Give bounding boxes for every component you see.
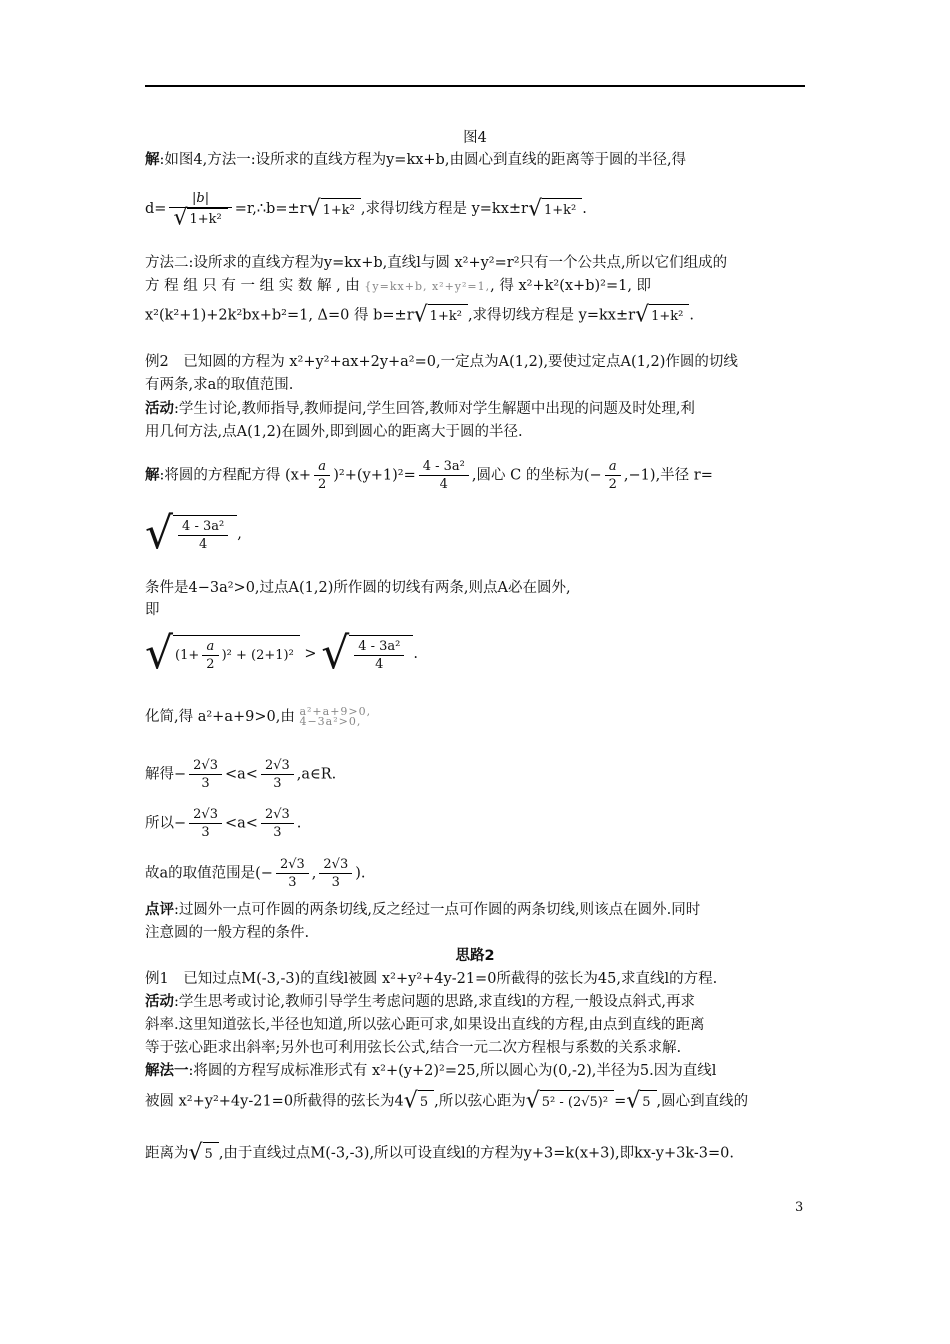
ji-line: 即 xyxy=(145,602,160,618)
solution-label: 解 xyxy=(145,152,160,168)
method2-line3: x²(k²+1)+2k²bx+b²=1, Δ=0 得 b=±r√ 1+k² ,求得切线方程是 y=kx±r√ 1+k² . xyxy=(145,302,694,328)
header-rule xyxy=(145,85,805,87)
page-number: 3 xyxy=(795,1200,804,1215)
method2-line2: 方 程 组 只 有 一 组 实 数 解 , 由 {y=kx+b, x²+y²=1,, 得 x²+k²(x+b)²=1, 即 xyxy=(145,278,652,294)
sqrt-a: √ 1+k² xyxy=(307,198,361,221)
method2-line1: 方法二:设所求的直线方程为y=kx+b,直线l与圆 x²+y²=r²只有一个公共点,所以它们组成的 xyxy=(145,255,728,271)
distance-fraction: $\frac{|b|}{\text{√ 1+k²}}$ xyxy=(169,190,231,228)
method1-line2: 被圆 x²+y²+4y-21=0所截得的弦长为4√ 5 ,所以弦心距为√ 5² - (2√5)² =√ 5 ,圆心到直线的 xyxy=(145,1088,749,1114)
simplify-line: 化简,得 a²+a+9>0,由 a²+a+9>0, 4−3a²>0, xyxy=(145,705,372,728)
solve-line: 解得− $\frac{2√3}{3}$ <a< $\frac{2√3}{3}$ ,a∈R. xyxy=(145,758,337,791)
example1-line: 例1 已知过点M(-3,-3)的直线l被圆 x²+y²+4y-21=0所截得的弦长为45,求直线l的方程. xyxy=(145,971,718,987)
inequality-line: √ (1+ $\frac{a}{2}$ )² + (2+1)² > √ $\frac{\text{4 - 3a²}}{4}$ . xyxy=(145,628,419,679)
figure-caption: 图4 xyxy=(463,130,487,146)
section-title: 思路2 xyxy=(455,948,495,964)
solution-line xyxy=(145,150,686,170)
abs-b: |b| xyxy=(169,190,231,208)
radius-line: √ $\frac{\text{4 - 3a²}}{4}$ , xyxy=(145,508,242,559)
faint-system: {y=kx+b, x²+y²=1, xyxy=(364,280,491,293)
d-eq: d= xyxy=(145,201,167,217)
sqrt-1k2: 1+k² xyxy=(187,208,227,228)
sqrt-b: √ 1+k² xyxy=(528,198,582,221)
activity2-line3: 等于弦心距求出斜率;另外也可利用弦长公式,结合一元二次方程根与系数的关系求解. xyxy=(145,1040,682,1056)
example2-line1: 例2 已知圆的方程为 x²+y²+ax+2y+a²=0,一定点为A(1,2),要使过定点A(1,2)作圆的切线 xyxy=(145,354,738,370)
activity1-line2: 用几何方法,点A(1,2)在圆外,即到圆心的距离大于圆的半径. xyxy=(145,424,523,440)
condition-line: 条件是4−3a²>0,过点A(1,2)所作圆的切线有两条,则点A必在圆外, xyxy=(145,580,571,596)
method1-line3: 距离为√ 5 ,由于直线过点M(-3,-3),所以可设直线l的方程为y+3=k(x+3),即kx-y+3k-3=0. xyxy=(145,1140,734,1166)
solution-text: :如图4,方法一:设所求的直线方程为y=kx+b,由圆心到直线的距离等于圆的半径,得 xyxy=(159,152,687,168)
so-line: 所以− $\frac{2√3}{3}$ <a< $\frac{2√3}{3}$ . xyxy=(145,807,302,840)
activity2-line2: 斜率.这里知道弦长,半径也知道,所以弦心距可求,如果设出直线的方程,由点到直线的距离 xyxy=(145,1017,705,1033)
example2-line2: 有两条,求a的取值范围. xyxy=(145,377,294,393)
distance-formula-line: d= $\frac{|b|}{\text{√ 1+k²}}$ =r,∴b=±r√ 1+k² ,求得切线方程是 y=kx±r√ 1+k² . xyxy=(145,191,587,231)
comment-line2: 注意圆的一般方程的条件. xyxy=(145,925,310,941)
tangent-text: ,求得切线方程是 y=kx±r xyxy=(360,201,528,217)
activity-label: 活动 xyxy=(145,401,174,417)
solution2-line: 解:将圆的方程配方得 (x+ $\frac{a}{2}$ )²+(y+1)²= $\frac{\text{4 - 3a²}}{4}$ ,圆心 C 的坐标为(− $\frac{a}{2}$ ,−1),半径 r= xyxy=(145,459,713,492)
activity1-line1: 活动:学生讨论,教师指导,教师提问,学生回答,教师对学生解题中出现的问题及时处理,利 xyxy=(145,401,695,417)
method1-line1: 解法一:将圆的方程写成标准形式有 x²+(y+2)²=25,所以圆心为(0,-2),半径为5.因为直线l xyxy=(145,1063,717,1079)
eq-r: =r,∴b=±r xyxy=(234,201,307,217)
range-line: 故a的取值范围是(− $\frac{2√3}{3}$ , $\frac{2√3}{3}$ ). xyxy=(145,857,366,890)
activity2-line1: 活动:学生思考或讨论,教师引导学生考虑问题的思路,求直线l的方程,一般设点斜式,再求 xyxy=(145,994,695,1010)
comment-line1: 点评:过圆外一点可作圆的两条切线,反之经过一点可作圆的两条切线,则该点在圆外.同时 xyxy=(145,902,701,918)
